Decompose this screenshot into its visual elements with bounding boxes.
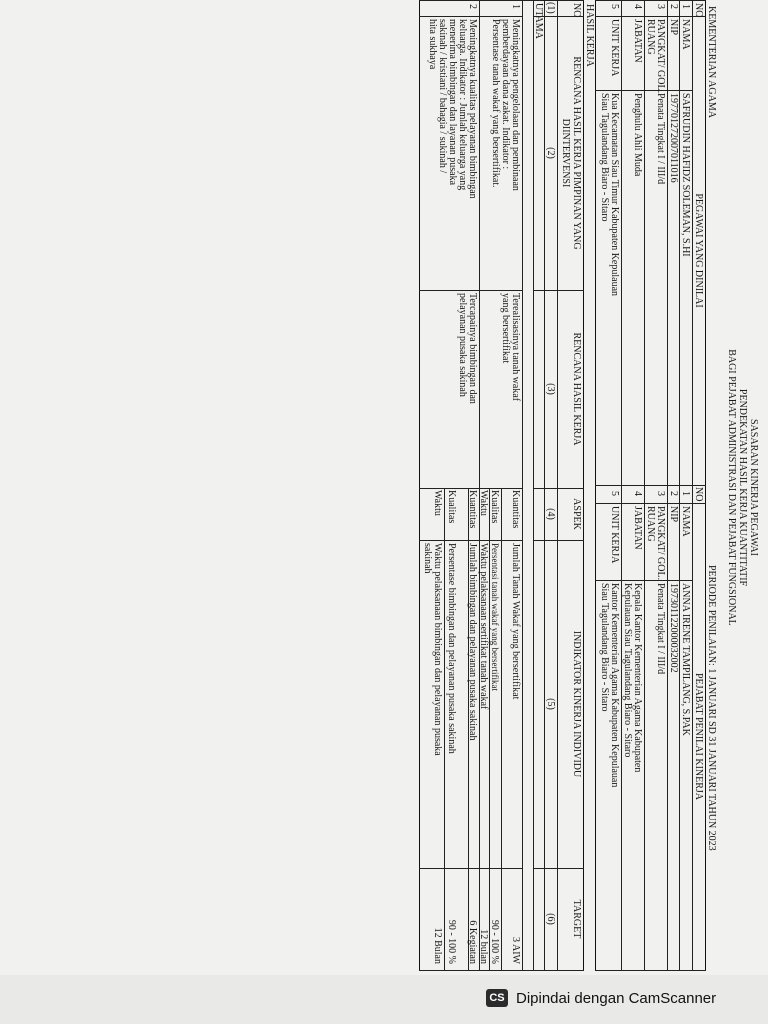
title-line-3: BAGI PEJABAT ADMINISTRASI DAN PEJABAT FUNGSIONAL — [726, 349, 737, 626]
dinilai-header: PEGAWAI YANG DINILAI — [693, 193, 704, 308]
id-row-no: 1 — [680, 4, 691, 9]
penilai-unit-2: Siau Tagulandang Biaro - Sitaro — [599, 583, 610, 712]
item-rencana-line: yang bersertifikat — [500, 293, 511, 364]
col-number: (4) — [545, 508, 556, 520]
item-indikator: Jumlah bimbingan dan pelayanan pusaka sakinah — [467, 543, 478, 741]
item-pimpinan-line: pemberdayaan dana zakat. Indikator : — [500, 19, 511, 170]
item-rencana-line: pelayanan pusaka sakinah — [457, 293, 468, 397]
item-indikator: Jumlah Tanah Wakaf yang bersertifikat — [510, 543, 521, 700]
hk-pimpinan-header: RENCANA HASIL KERJA PIMPINAN YANG — [571, 56, 582, 250]
item-pimpinan-line: menerima bimbingan dan layanan pusaka — [447, 19, 458, 186]
item-target: 90 - 100 % — [489, 919, 500, 964]
col-number: (6) — [545, 913, 556, 925]
item-rencana-line: Terealisasinya tanah wakaf — [510, 293, 521, 402]
hk-target-header: TARGET — [571, 899, 582, 939]
hk-indikator-header: INDIKATOR KINERJA INDIVIDU — [571, 630, 582, 778]
id-row-label: JABATAN — [632, 19, 643, 63]
camscanner-logo-icon: CS — [486, 989, 508, 1007]
id-row-label: UNIT KERJA — [609, 19, 620, 77]
id-row-no: 4 — [632, 491, 643, 496]
id-row-no: 2 — [668, 4, 679, 9]
dinilai-nama: SAFRUDIN HAFIDZ SOLEMAN, S.HI — [680, 93, 691, 257]
item-target: 12 bulan — [478, 929, 489, 964]
id-row-label: UNIT KERJA — [609, 506, 620, 564]
dinilai-jabatan: Penghulu Ahli Muda — [632, 93, 643, 177]
item-target: 3 AIW — [510, 937, 521, 964]
item-indikator: Persentasi tanah wakaf yang bersertifikat — [490, 543, 500, 691]
id-row-label: NAMA — [680, 506, 691, 537]
id-row-label: NIP — [668, 19, 679, 36]
id-no-header-2: NO — [693, 487, 704, 502]
item-target: 6 Kegiatan — [467, 920, 478, 964]
id-row-no: 3 — [655, 491, 666, 496]
id-row-label: PANGKAT/ GOL. — [655, 19, 666, 94]
item-aspek: Waktu — [478, 490, 489, 516]
subsection-utama: UTAMA — [533, 3, 544, 39]
id-row-no: 4 — [632, 4, 643, 9]
item-rencana-line: Tercapainya bimbingan dan — [467, 293, 478, 404]
dinilai-unit-2: Siau Tagulandang Biaro - Sitaro — [599, 93, 610, 222]
item-aspek: Waktu — [432, 490, 443, 516]
id-row-label: JABATAN — [632, 506, 643, 550]
item-aspek: Kuantitas — [510, 490, 521, 529]
dinilai-nip: 197701272007011016 — [668, 93, 679, 183]
id-row-label-2: RUANG — [645, 19, 656, 55]
penilai-nama: ANNA IRENE TAMPILANG, S.PAK — [680, 583, 691, 736]
dinilai-unit: Kua Kecamatan Siau Timur Kabupaten Kepulauan — [609, 93, 620, 297]
hasil-kerja-title: HASIL KERJA — [584, 4, 595, 67]
col-number: (5) — [545, 698, 556, 710]
camscanner-text: Dipindai dengan CamScanner — [516, 989, 717, 1007]
item-aspek: Kualitas — [489, 490, 500, 524]
col-number: (2) — [545, 147, 556, 159]
instansi: KEMENTERIAN AGAMA — [706, 6, 717, 118]
camscanner-watermark — [486, 985, 716, 1011]
item-indikator: Persentase bimbingan dan pelayanan pusaka sakinah — [446, 543, 457, 754]
item-pimpinan-line: Meningkatnya kualitas pelayanan bimbingan — [467, 19, 478, 199]
penilai-header: PEJABAT PENILAI KINERJA — [693, 672, 704, 801]
id-row-label-2: RUANG — [645, 506, 656, 542]
id-row-no: 5 — [609, 4, 620, 9]
hk-pimpinan-header-2: DIINTERVENSI — [560, 118, 571, 188]
hk-no-header: NO — [571, 3, 582, 18]
item-aspek: Kualitas — [446, 490, 457, 524]
id-row-no: 3 — [655, 4, 666, 9]
id-row-label: NAMA — [680, 19, 691, 50]
id-row-no: 2 — [668, 491, 679, 496]
periode: PERIODE PENILAIAN: 1 JANUARI SD 31 JANUARI TAHUN 2023 — [706, 565, 717, 851]
title-line-1: SASARAN KINERJA PEGAWAI — [748, 419, 759, 556]
item-no: 1 — [510, 4, 521, 9]
penilai-pangkat: Penata Tingkat I / III/d — [655, 583, 666, 675]
hk-aspek-header: ASPEK — [571, 498, 582, 530]
item-target: 12 Bulan — [432, 927, 443, 964]
id-row-no: 1 — [680, 491, 691, 496]
item-indikator-2: sakinah — [422, 543, 433, 574]
item-pimpinan-line: Meningkatnya pengelolaan dan pembinaan — [510, 19, 521, 191]
id-row-label: PANGKAT/ GOL. — [655, 506, 666, 581]
col-number: (1) — [545, 2, 556, 14]
item-pimpinan-line: sakinah / kristiani / bahagia / sukinah / — [437, 19, 448, 174]
item-pimpinan-line: keluarga. Indikator : Jumlah keluarga yang — [457, 19, 468, 191]
dinilai-pangkat: Penata Tingkat I / III/d — [655, 93, 666, 185]
id-row-no: 5 — [609, 491, 620, 496]
id-no-header: NO — [693, 3, 704, 18]
item-indikator: Waktu pelaksanaan bimbingan dan pelayanan pusaka — [432, 543, 443, 756]
item-aspek: Kuantitas — [467, 490, 478, 529]
col-number: (3) — [545, 383, 556, 395]
item-pimpinan-line: hita sukhaya — [427, 19, 438, 70]
title-line-2: PENDEKATAN HASIL KERJA KUANTITATIF — [737, 388, 748, 587]
penilai-jabatan-2: Kepulauan Siau Tagulandang Biaro - Sitaro — [622, 583, 633, 758]
penilai-nip: 197301122000032002 — [668, 583, 679, 673]
item-target: 90 - 100 % — [446, 919, 457, 964]
id-row-label: NIP — [668, 506, 679, 523]
item-no: 2 — [467, 4, 478, 9]
penilai-jabatan: Kepala Kantor Kementerian Agama Kabupaten — [632, 583, 643, 773]
item-pimpinan-line: Persentase tanah wakaf yang bersertifikat. — [490, 19, 501, 188]
penilai-unit: Kantor Kementerian Agama Kabupaten Kepulauan — [609, 583, 620, 788]
item-indikator: Waktu pelaksanaan sertifikat tanah wakaf — [478, 543, 489, 710]
hk-rencana-header: RENCANA HASIL KERJA — [571, 332, 582, 446]
